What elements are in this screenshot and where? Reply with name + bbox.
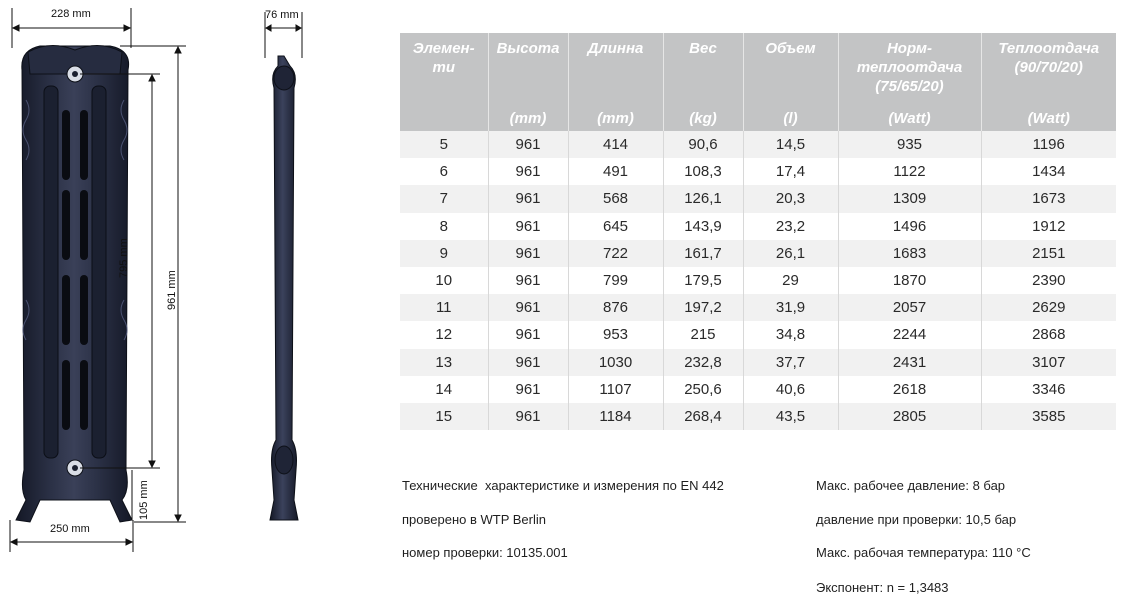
cell-height: 961 [488, 213, 568, 240]
cell-volume: 31,9 [743, 294, 838, 321]
note-tested-at: проверено в WTP Berlin [402, 512, 546, 527]
table-row [400, 321, 1116, 348]
table-row [400, 349, 1116, 376]
cell-weight: 268,4 [663, 403, 743, 430]
cell-height: 961 [488, 158, 568, 185]
cell-norm-heat: 1309 [838, 185, 981, 212]
cell-elements: 11 [400, 294, 488, 321]
cell-weight: 179,5 [663, 267, 743, 294]
dim-side-depth: 76 mm [265, 9, 299, 21]
cell-volume: 14,5 [743, 131, 838, 158]
note-standard: Технические характеристике и измерения по EN 442 [402, 478, 724, 493]
cell-norm-heat: 1496 [838, 213, 981, 240]
cell-norm-heat: 935 [838, 131, 981, 158]
cell-weight: 215 [663, 321, 743, 348]
cell-elements: 8 [400, 213, 488, 240]
table-row [400, 240, 1116, 267]
cell-volume: 40,6 [743, 376, 838, 403]
cell-length: 722 [568, 240, 663, 267]
cell-height: 961 [488, 185, 568, 212]
cell-length: 1030 [568, 349, 663, 376]
cell-norm-heat: 1122 [838, 158, 981, 185]
cell-norm-heat: 2244 [838, 321, 981, 348]
note-test-number: номер проверки: 10135.001 [402, 545, 568, 560]
cell-height: 961 [488, 349, 568, 376]
table-row [400, 403, 1116, 430]
cell-weight: 197,2 [663, 294, 743, 321]
cell-heat: 2868 [981, 321, 1116, 348]
cell-weight: 161,7 [663, 240, 743, 267]
cell-elements: 15 [400, 403, 488, 430]
cell-heat: 2629 [981, 294, 1116, 321]
cell-weight: 126,1 [663, 185, 743, 212]
cell-heat: 3346 [981, 376, 1116, 403]
cell-elements: 7 [400, 185, 488, 212]
cell-elements: 9 [400, 240, 488, 267]
header-length: Длинна (mm) [568, 33, 663, 131]
cell-length: 1107 [568, 376, 663, 403]
cell-weight: 108,3 [663, 158, 743, 185]
cell-norm-heat: 1683 [838, 240, 981, 267]
cell-height: 961 [488, 294, 568, 321]
cell-length: 414 [568, 131, 663, 158]
cell-elements: 12 [400, 321, 488, 348]
header-weight: Вес (kg) [663, 33, 743, 131]
cell-elements: 14 [400, 376, 488, 403]
table-row [400, 213, 1116, 240]
table-row [400, 131, 1116, 158]
spec-table [400, 33, 1116, 430]
dim-width-bottom: 250 mm [50, 523, 90, 535]
cell-length: 953 [568, 321, 663, 348]
note-max-pressure: Макс. рабочее давление: 8 бар [816, 478, 1006, 493]
cell-weight: 232,8 [663, 349, 743, 376]
cell-heat: 1912 [981, 213, 1116, 240]
note-test-pressure: давление при проверки: 10,5 бар [816, 512, 1017, 527]
radiator-side-view [250, 0, 320, 560]
cell-length: 799 [568, 267, 663, 294]
cell-height: 961 [488, 131, 568, 158]
cell-weight: 143,9 [663, 213, 743, 240]
table-row [400, 185, 1116, 212]
cell-weight: 90,6 [663, 131, 743, 158]
cell-height: 961 [488, 267, 568, 294]
dim-width-top: 228 mm [51, 8, 91, 20]
cell-volume: 34,8 [743, 321, 838, 348]
note-exponent: Экспонент: n = 1,3483 [816, 580, 949, 595]
cell-length: 876 [568, 294, 663, 321]
cell-elements: 6 [400, 158, 488, 185]
cell-length: 1184 [568, 403, 663, 430]
cell-length: 491 [568, 158, 663, 185]
cell-elements: 5 [400, 131, 488, 158]
dim-total-height: 961 mm [166, 270, 178, 310]
cell-height: 961 [488, 240, 568, 267]
cell-elements: 10 [400, 267, 488, 294]
header-norm-heat-output: Норм- теплоотдача (75/65/20) (Watt) [838, 33, 981, 131]
cell-norm-heat: 2805 [838, 403, 981, 430]
cell-volume: 23,2 [743, 213, 838, 240]
cell-heat: 1196 [981, 131, 1116, 158]
cell-heat: 2151 [981, 240, 1116, 267]
cell-height: 961 [488, 403, 568, 430]
cell-heat: 3107 [981, 349, 1116, 376]
table-header-row [400, 33, 1116, 131]
cell-volume: 43,5 [743, 403, 838, 430]
header-height: Высота (mm) [488, 33, 568, 131]
cell-heat: 1434 [981, 158, 1116, 185]
cell-norm-heat: 2618 [838, 376, 981, 403]
note-max-temperature: Макс. рабочая температура: 110 °C [816, 545, 1031, 560]
cell-height: 961 [488, 321, 568, 348]
header-elements: Элемен- ти [400, 33, 488, 131]
cell-length: 645 [568, 213, 663, 240]
table-row [400, 376, 1116, 403]
cell-volume: 37,7 [743, 349, 838, 376]
cell-norm-heat: 2057 [838, 294, 981, 321]
cell-volume: 20,3 [743, 185, 838, 212]
header-heat-output: Теплоотдача (90/70/20) (Watt) [981, 33, 1116, 131]
table-row [400, 158, 1116, 185]
cell-volume: 29 [743, 267, 838, 294]
dim-foot-height: 105 mm [138, 480, 150, 520]
dim-center-distance: 795 mm [118, 238, 130, 278]
cell-height: 961 [488, 376, 568, 403]
cell-length: 568 [568, 185, 663, 212]
cell-elements: 13 [400, 349, 488, 376]
cell-heat: 2390 [981, 267, 1116, 294]
cell-heat: 1673 [981, 185, 1116, 212]
cell-norm-heat: 2431 [838, 349, 981, 376]
cell-norm-heat: 1870 [838, 267, 981, 294]
table-row [400, 294, 1116, 321]
cell-weight: 250,6 [663, 376, 743, 403]
cell-volume: 26,1 [743, 240, 838, 267]
cell-volume: 17,4 [743, 158, 838, 185]
table-row [400, 267, 1116, 294]
cell-heat: 3585 [981, 403, 1116, 430]
header-volume: Объем (l) [743, 33, 838, 131]
